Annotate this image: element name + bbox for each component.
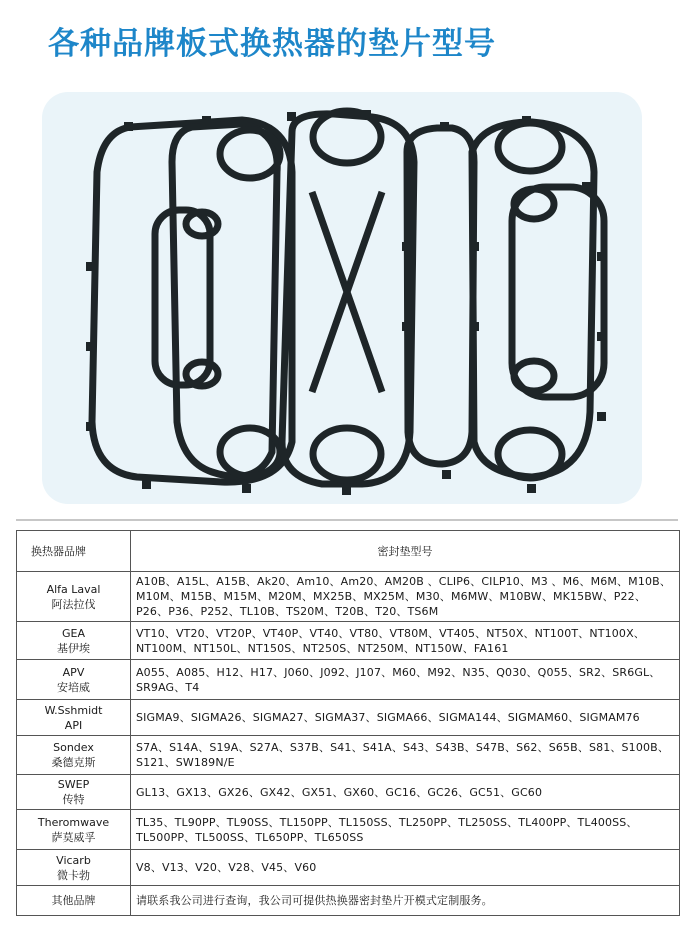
section-divider	[16, 519, 678, 521]
table-row	[17, 622, 680, 660]
brand-name-cn: 阿法拉伐	[51, 597, 96, 611]
brand-name-cn: 萨莫威孚	[51, 830, 96, 844]
models-cell: TL35、TL90PP、TL90SS、TL150PP、TL150SS、TL250PP、TL250SS、TL400PP、TL400SS、TL500PP、TL500SS、TL650PP、TL650SS	[131, 810, 680, 850]
brand-name-cn: 传特	[62, 793, 85, 806]
brand-name-en: SWEP	[57, 778, 90, 791]
brand-cell	[17, 850, 131, 886]
page-title: 各种品牌板式换热器的垫片型号	[48, 26, 496, 62]
brand-cell	[17, 700, 131, 736]
brand-cell	[17, 622, 131, 660]
models-cell: V8、V13、V20、V28、V45、V60	[131, 850, 680, 886]
brand-name-en: GEA	[62, 626, 85, 640]
brand-cell-other: 其他品牌	[17, 886, 131, 916]
brand-name-en: Vicarb	[56, 853, 91, 867]
brand-cell	[17, 736, 131, 775]
brand-name-cn: 微卡勃	[57, 868, 90, 882]
models-cell: GL13、GX13、GX26、GX42、GX51、GX60、GC16、GC26、GC51、GC60	[131, 775, 680, 810]
brand-cell	[17, 660, 131, 700]
brand-cell	[17, 572, 131, 622]
table-row	[17, 850, 680, 886]
table-row	[17, 775, 680, 810]
models-cell-other: 请联系我公司进行查询，我公司可提供热换器密封垫片开模式定制服务。	[131, 886, 680, 916]
brand-name-en: Alfa Laval	[46, 582, 101, 596]
gasket-photo	[42, 92, 642, 504]
brand-name-cn: API	[64, 718, 83, 732]
brand-name-cn: 桑德克斯	[51, 756, 96, 769]
brand-column-header: 换热器品牌	[17, 531, 131, 572]
models-cell: A10B、A15L、A15B、Ak20、Am10、Am20、AM20B 、CLIP6、CILP10、M3 、M6、M6M、M10B、M10M、M15B、M15M、M20M、MX25B、MX25M、M30、M6MW、M10BW、MK15BW、P22、P26、P36、P252、TL10B、TS20M、T20B、T20、TS6M	[131, 572, 680, 622]
models-cell: S7A、S14A、S19A、S27A、S37B、S41、S41A、S43、S43B、S47B、S62、S65B、S81、S100B、S121、SW189N/E	[131, 736, 680, 775]
table-row	[17, 886, 680, 916]
gasket-model-table	[16, 530, 680, 916]
brand-name-en: Theromwave	[37, 815, 110, 829]
table-row	[17, 810, 680, 850]
brand-name-cn: 基伊埃	[57, 641, 90, 655]
gasket-illustration	[42, 92, 642, 504]
brand-name-cn: 安培威	[57, 680, 90, 694]
brand-name-en: Sondex	[53, 741, 94, 754]
brand-cell	[17, 810, 131, 850]
models-cell: SIGMA9、SIGMA26、SIGMA27、SIGMA37、SIGMA66、SIGMA144、SIGMAM60、SIGMAM76	[131, 700, 680, 736]
table-header-row	[17, 531, 680, 572]
models-cell: VT10、VT20、VT20P、VT40P、VT40、VT80、VT80M、VT405、NT50X、NT100T、NT100X、NT100M、NT150L、NT150S、NT250S、NT250M、NT150W、FA161	[131, 622, 680, 660]
gasket-right	[472, 122, 594, 477]
table-row	[17, 660, 680, 700]
models-column-header: 密封垫型号	[131, 531, 680, 572]
table-row	[17, 736, 680, 775]
brand-name-en: APV	[62, 665, 85, 679]
models-cell: A055、A085、H12、H17、J060、J092、J107、M60、M92、N35、Q030、Q055、SR2、SR6GL、SR9AG、T4	[131, 660, 680, 700]
table-row	[17, 572, 680, 622]
brand-name-en: W.Sshmidt	[44, 703, 103, 717]
table-row	[17, 700, 680, 736]
brand-cell	[17, 775, 131, 810]
